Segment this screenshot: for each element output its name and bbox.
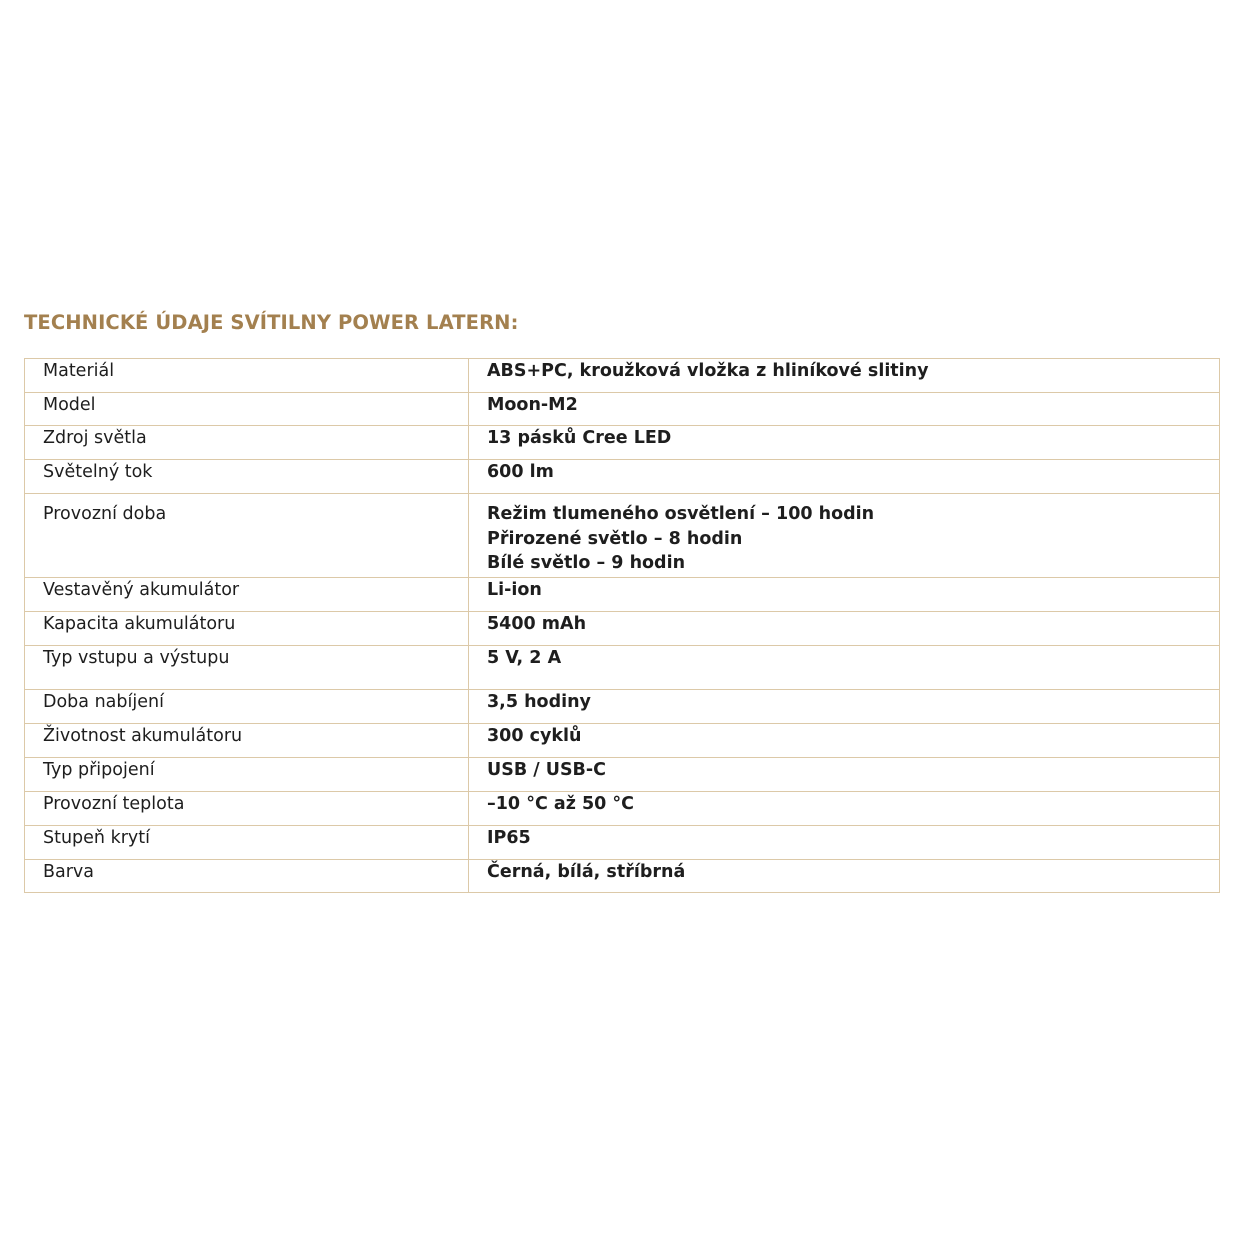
spec-label: Zdroj světla	[25, 426, 469, 460]
spec-label: Světelný tok	[25, 460, 469, 494]
spec-value: USB / USB-C	[469, 758, 1220, 792]
spec-value: 5 V, 2 A	[469, 646, 1220, 690]
spec-value: 300 cyklů	[469, 724, 1220, 758]
spec-label: Vestavěný akumulátor	[25, 578, 469, 612]
table-row	[25, 758, 1220, 792]
spec-label: Provozní doba	[25, 494, 469, 578]
table-row	[25, 612, 1220, 646]
spec-value: 3,5 hodiny	[469, 690, 1220, 724]
table-row	[25, 792, 1220, 826]
table-row	[25, 460, 1220, 494]
spec-value: Li-ion	[469, 578, 1220, 612]
table-row	[25, 826, 1220, 860]
spec-label: Doba nabíjení	[25, 690, 469, 724]
spec-label: Typ připojení	[25, 758, 469, 792]
spec-label: Provozní teplota	[25, 792, 469, 826]
table-row	[25, 724, 1220, 758]
spec-value-line: Bílé světlo – 9 hodin	[487, 553, 686, 573]
table-row	[25, 494, 1220, 578]
spec-label: Stupeň krytí	[25, 826, 469, 860]
spec-value: Moon-M2	[469, 393, 1220, 426]
spec-value-multiline	[469, 494, 1220, 578]
spec-label: Model	[25, 393, 469, 426]
spec-label: Barva	[25, 860, 469, 893]
spec-label: Materiál	[25, 359, 469, 393]
spec-value: 600 lm	[469, 460, 1220, 494]
table-row	[25, 393, 1220, 426]
table-row	[25, 690, 1220, 724]
spec-table	[24, 358, 1220, 893]
spec-value: ABS+PC, kroužková vložka z hliníkové slitiny	[469, 359, 1220, 393]
table-row	[25, 578, 1220, 612]
spec-label: Kapacita akumulátoru	[25, 612, 469, 646]
spec-value: IP65	[469, 826, 1220, 860]
table-row	[25, 359, 1220, 393]
spec-value: 13 pásků Cree LED	[469, 426, 1220, 460]
spec-label: Typ vstupu a výstupu	[25, 646, 469, 690]
table-row	[25, 860, 1220, 893]
spec-label: Životnost akumulátoru	[25, 724, 469, 758]
table-row	[25, 646, 1220, 690]
spec-value: Černá, bílá, stříbrná	[469, 860, 1220, 893]
spec-value: –10 °C až 50 °C	[469, 792, 1220, 826]
page-title: TECHNICKÉ ÚDAJE SVÍTILNY POWER LATERN:	[24, 311, 519, 334]
spec-value: 5400 mAh	[469, 612, 1220, 646]
table-row	[25, 426, 1220, 460]
spec-value-line: Režim tlumeného osvětlení – 100 hodin	[487, 504, 875, 524]
spec-value-line: Přirozené světlo – 8 hodin	[487, 528, 743, 549]
